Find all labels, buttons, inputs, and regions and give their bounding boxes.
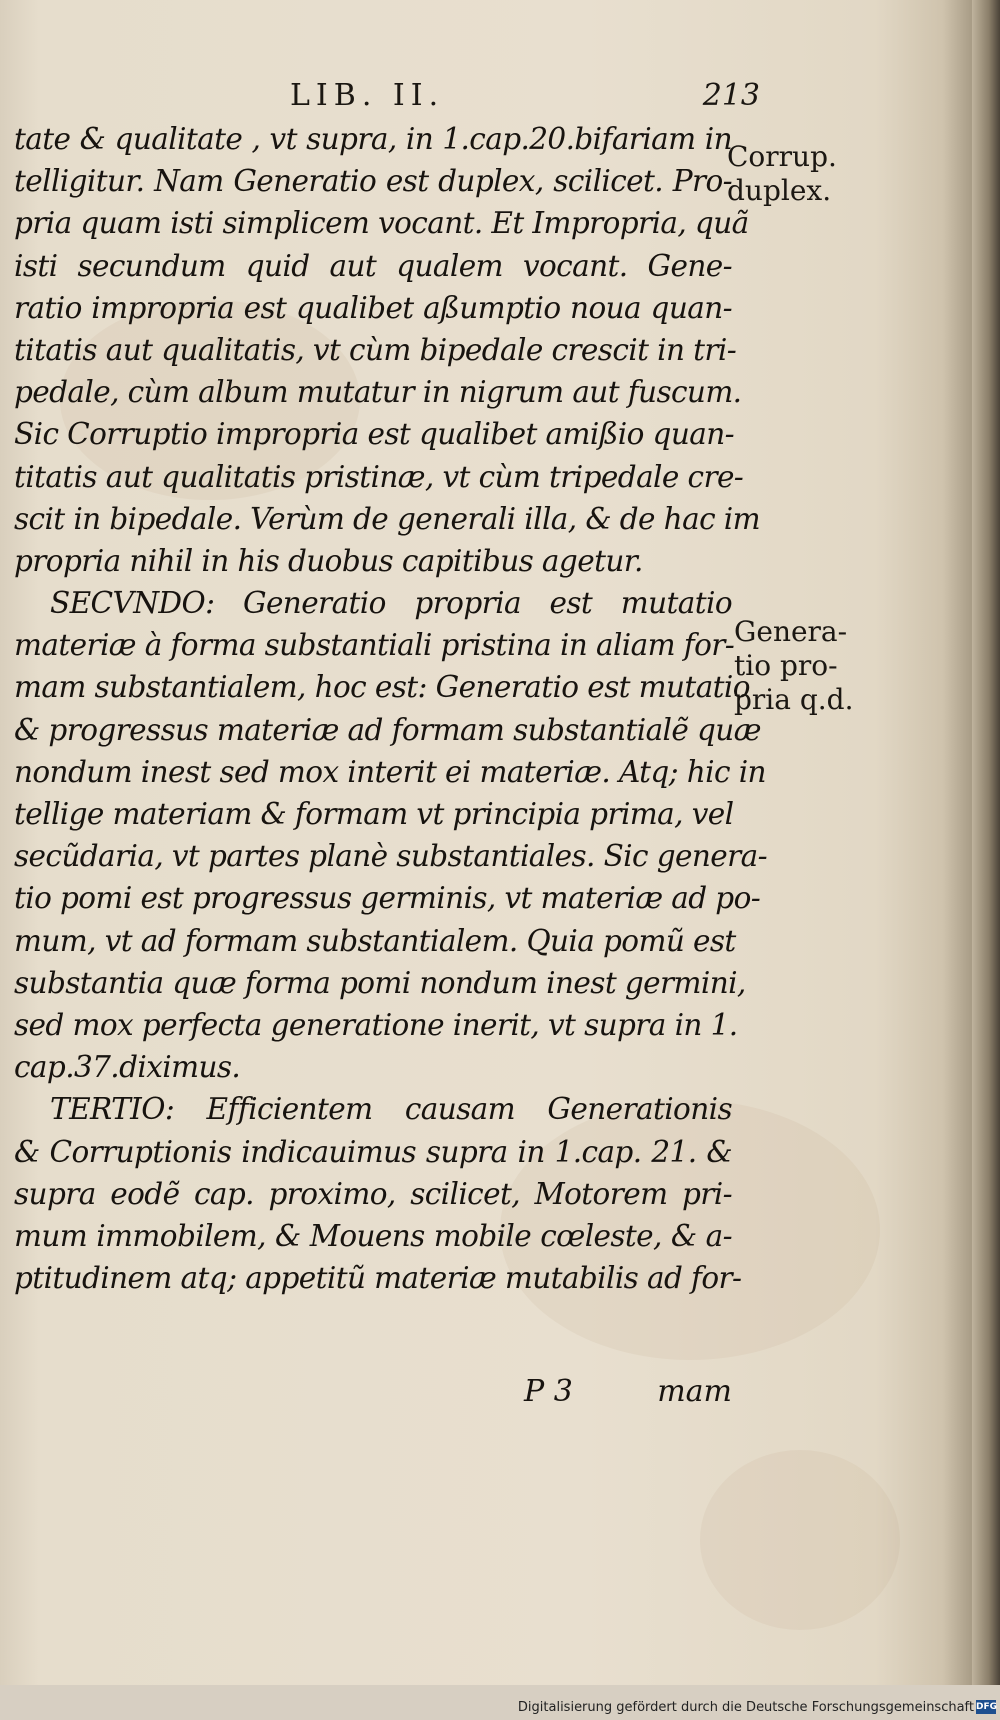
text-line: cap.37.diximus. bbox=[14, 1050, 241, 1085]
page-number: 213 bbox=[702, 78, 760, 113]
text-line: Sic Corruptio impropria est qualibet amißio quan- bbox=[14, 417, 734, 452]
margin-note-line: pria q.d. bbox=[734, 683, 854, 716]
margin-note-line: duplex. bbox=[727, 174, 832, 207]
text-line: tate & qualitate , vt supra, in 1.cap.20.bifariam in bbox=[14, 122, 732, 156]
text-line: & progressus materiæ ad formam substantialẽ quæ bbox=[14, 712, 761, 747]
text-line: materiæ à forma substantiali pristina in aliam for- bbox=[14, 628, 735, 663]
text-line: isti secundum quid aut qualem vocant. Gene- bbox=[14, 248, 732, 283]
running-title: LIB. II. bbox=[290, 78, 445, 113]
text-line: ratio impropria est qualibet aßumptio noua quan- bbox=[14, 290, 732, 325]
text-line: sed mox perfecta generatione inerit, vt supra in 1. bbox=[14, 1007, 738, 1042]
text-line: pedale, cùm album mutatur in nigrum aut fuscum. bbox=[14, 375, 742, 410]
body-text bbox=[14, 118, 767, 1299]
text-line: nondum inest sed mox interit ei materiæ. Atq; hic in bbox=[14, 754, 766, 789]
text-line: propria nihil in his duobus capitibus agetur. bbox=[14, 543, 643, 578]
text-line: mum, vt ad formam substantialem. Quia pomũ est bbox=[14, 923, 736, 958]
dfg-logo: DFG bbox=[976, 1702, 998, 1712]
text-line: mam substantialem, hoc est: Generatio est mutatio bbox=[14, 670, 750, 705]
text-line: scit in bipedale. Verùm de generali illa, & de hac im bbox=[14, 501, 760, 536]
text-line: supra eodẽ cap. proximo, scilicet, Motorem pri- bbox=[14, 1176, 732, 1211]
text-line: ptitudinem atq; appetitũ materiæ mutabilis ad for- bbox=[14, 1261, 742, 1296]
signature-mark: P 3 bbox=[524, 1374, 573, 1409]
catchword: mam bbox=[657, 1374, 732, 1409]
catchline bbox=[14, 1374, 732, 1416]
margin-note-line: tio pro- bbox=[734, 649, 838, 682]
text-line: titatis aut qualitatis, vt cùm bipedale crescit in tri- bbox=[14, 332, 737, 367]
text-line: titatis aut qualitatis pristinæ, vt cùm tripedale cre- bbox=[14, 459, 744, 494]
margin-note-generatio bbox=[734, 615, 854, 717]
text-line: substantia quæ forma pomi nondum inest germini, bbox=[14, 965, 746, 1000]
paper-stain bbox=[700, 1450, 900, 1630]
margin-note-line: Genera- bbox=[734, 615, 848, 648]
digitization-credit: Digitalisierung gefördert durch die Deutsche Forschungsgemeinschaft bbox=[517, 1700, 974, 1715]
text-line: telligitur. Nam Generatio est duplex, scilicet. Pro- bbox=[14, 164, 732, 199]
text-line: tio pomi est progressus germinis, vt materiæ ad po- bbox=[14, 881, 761, 916]
text-line: pria quam isti simplicem vocant. Et Impropria, quã bbox=[14, 206, 749, 241]
section-heading-tertio: TERTIO: Efficientem causam Generationis bbox=[50, 1092, 732, 1127]
margin-note-corruptio bbox=[727, 140, 837, 208]
text-line: secũdaria, vt partes planè substantiales. Sic genera- bbox=[14, 839, 767, 874]
page-header bbox=[290, 78, 760, 118]
text-line: & Corruptionis indicauimus supra in 1.cap. 21. & bbox=[14, 1134, 732, 1169]
text-line: tellige materiam & formam vt principia prima, vel bbox=[14, 797, 734, 831]
section-heading-secundo: SECVNDO: Generatio propria est mutatio bbox=[50, 586, 732, 621]
page-edge bbox=[972, 0, 1000, 1685]
text-line: mum immobilem, & Mouens mobile cœleste, & a- bbox=[14, 1218, 732, 1253]
margin-note-line: Corrup. bbox=[727, 140, 837, 173]
